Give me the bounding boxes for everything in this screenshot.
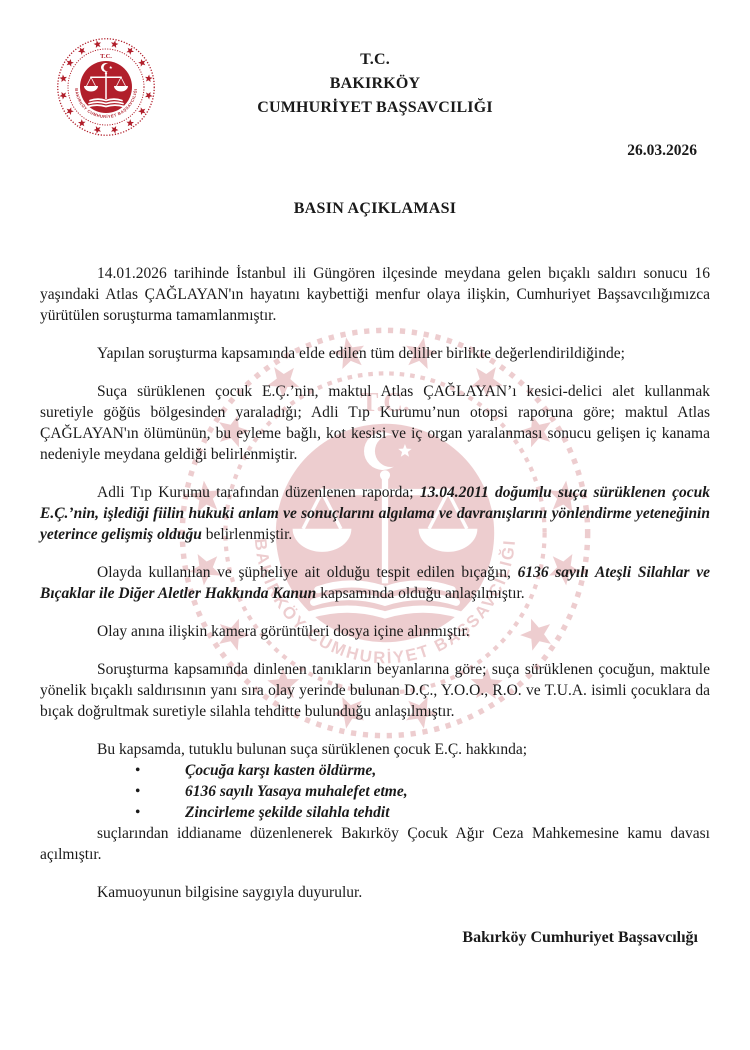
body-text: Kamuoyunun bilgisine saygıyla duyurulur. — [97, 884, 363, 901]
letterhead-tc: T.C. — [360, 51, 390, 68]
body-paragraph — [40, 739, 710, 760]
bullet-item — [40, 802, 710, 823]
body-paragraph — [40, 482, 710, 545]
body-paragraph — [40, 659, 710, 722]
document-date: 26.03.2026 — [627, 142, 697, 159]
body-paragraph — [40, 562, 710, 604]
bullet-item — [40, 760, 710, 781]
body-text: Yapılan soruşturma kapsamında elde edilen tüm deliller birlikte değerlendirildiğinde; — [97, 345, 625, 362]
body-text: suçlarından iddianame düzenlenerek Bakırköy Çocuk Ağır Ceza Mahkemesine kamu davası açılmıştır. — [40, 825, 710, 863]
bullet-text: 6136 sayılı Yasaya muhalefet etme, — [185, 783, 408, 800]
bullet-text: Çocuğa karşı kasten öldürme, — [185, 762, 377, 779]
emphasized-text: 13.04.2011 doğumlu suça sürüklenen çocuk E.Ç.’nin, işlediği fiilin hukuki anlam ve sonuçlarını algılama ve davranışlarını yönlendirme yeteneğinin yeterince gelişmiş olduğu — [40, 484, 710, 543]
body-text: Suça sürüklenen çocuk E.Ç.’nin, maktul Atlas ÇAĞLAYAN’ı kesici-delici alet kullanmak suretiyle göğüs bölgesinden yaraladığı; Adli Tıp Kurumu’nun otopsi raporuna göre; maktul Atlas ÇAĞLAYAN'ın ölümünün, bu eyleme bağlı, kot kesisi ve iç organ yaralanması sonucu gelişen iç kanama nedeniyle meydana geldiği belirlenmiştir. — [40, 383, 710, 463]
bullet-text: Zincirleme şekilde silahla tehdit — [185, 804, 390, 821]
bullet-marker: • — [135, 783, 141, 800]
body-paragraph — [40, 263, 710, 326]
bullet-marker: • — [135, 804, 141, 821]
body-paragraph — [40, 381, 710, 465]
body-text: Olay anına ilişkin kamera görüntüleri dosya içine alınmıştır. — [97, 623, 470, 640]
signature-block: Bakırköy Cumhuriyet Başsavcılığı — [462, 929, 698, 946]
bullet-item — [40, 781, 710, 802]
bullet-marker: • — [135, 762, 141, 779]
document-title: BASIN AÇIKLAMASI — [293, 200, 457, 217]
emphasized-text: 6136 sayılı Ateşli Silahlar ve Bıçaklar ile Diğer Aletler Hakkında Kanun — [40, 564, 710, 602]
body-text: 14.01.2026 tarihinde İstanbul ili Güngören ilçesinde meydana gelen bıçaklı saldırı sonucu 16 yaşındaki Atlas ÇAĞLAYAN'ın hayatını kaybettiği menfur olaya ilişkin, Cumhuriyet Başsavcılığımızca yürütülen soruşturma tamamlanmıştır. — [40, 265, 710, 324]
body-paragraph — [40, 621, 710, 642]
body-text: Soruşturma kapsamında dinlenen tanıkların beyanlarına göre; suça sürüklenen çocuğun, maktule yönelik bıçaklı saldırısının yanı sıra olay yerinde bulunan D.Ç., Y.O.O., R.O. ve T.U.A. isimli çocuklara da bıçak doğrultmak suretiyle silahla tehditte bulunduğu anlaşılmıştır. — [40, 661, 710, 720]
prosecutor-seal-emblem — [56, 37, 156, 137]
body-text: kapsamında olduğu anlaşılmıştır. — [316, 585, 525, 602]
letterhead-office: CUMHURİYET BAŞSAVCILIĞI — [257, 99, 493, 116]
body-paragraph — [40, 343, 710, 364]
body-text: Olayda kullanılan ve şüpheliye ait olduğu tespit edilen bıçağın, — [97, 564, 518, 581]
body-text: Adli Tıp Kurumu tarafından düzenlenen raporda; — [97, 484, 420, 501]
body-text: Bu kapsamda, tutuklu bulunan suça sürüklenen çocuk E.Ç. hakkında; — [97, 741, 528, 758]
body-paragraph — [40, 882, 710, 903]
letterhead-district: BAKIRKÖY — [329, 75, 421, 92]
body-paragraph — [40, 823, 710, 865]
body-text: belirlenmiştir. — [201, 526, 293, 543]
document-body — [40, 263, 710, 903]
